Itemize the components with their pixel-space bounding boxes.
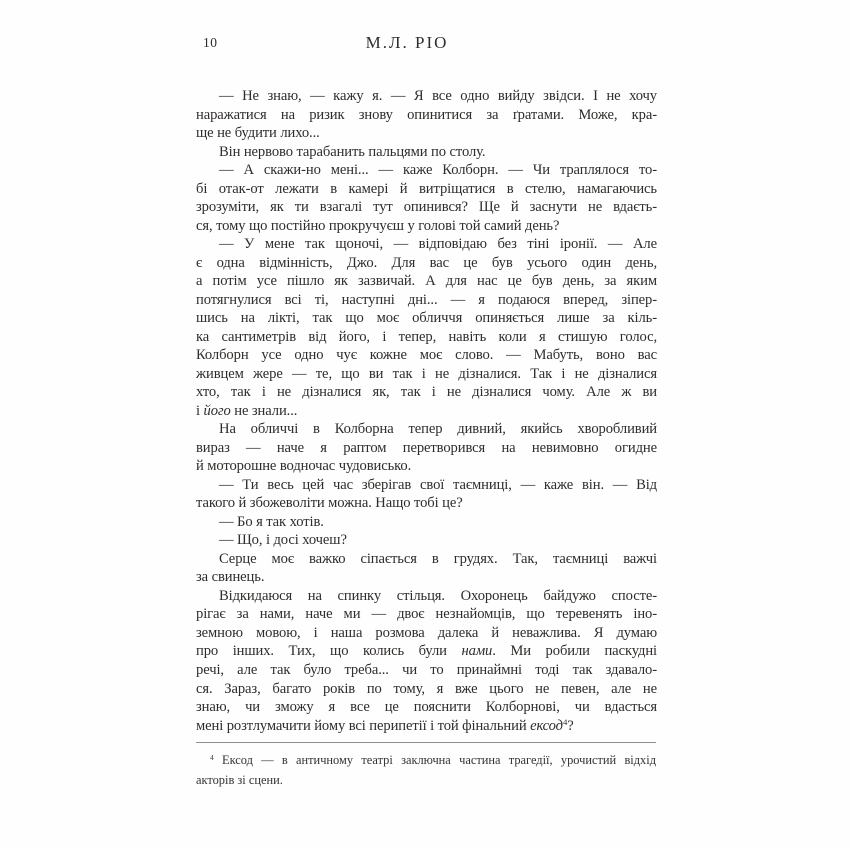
text-line [196, 124, 657, 143]
text-line [196, 420, 657, 439]
paragraph [196, 476, 657, 513]
footnote [196, 751, 656, 790]
text-line [196, 365, 657, 384]
text-run: Колборн усе одно чує кожне моє слово. — Мабуть, воно вас [196, 347, 657, 364]
text-run: а потім усе пішло як зазвичай. А для нас це був день, за яким [196, 273, 657, 290]
paragraph [196, 587, 657, 735]
paragraph [196, 143, 657, 162]
text-line [196, 513, 657, 532]
text-line [196, 605, 657, 624]
text-line [196, 476, 657, 495]
text-run: й моторошне водночас чудовисько. [196, 458, 412, 475]
text-line [196, 717, 657, 736]
text-line [196, 254, 657, 273]
text-run: — Що, і досі хочеш? [219, 532, 347, 549]
text-run: — У мене так щоночі, — відповідаю без тіні іронії. — Але [219, 236, 657, 253]
text-run: ? [567, 717, 574, 734]
text-line [196, 346, 657, 365]
text-run: вираз — наче я раптом перетворився на невимовно огидне [196, 439, 657, 456]
text-run: наражатися на ризик знову опинитися за ґратами. Може, кра- [196, 106, 657, 123]
paragraph [196, 87, 657, 143]
paragraph [196, 235, 657, 420]
paragraph [196, 531, 657, 550]
text-line [196, 87, 657, 106]
text-line [196, 106, 657, 125]
text-run: Відкидаюся на спинку стільця. Охоронець байдужо спосте- [219, 587, 657, 604]
italic-text: його [203, 402, 231, 419]
text-line [196, 550, 657, 569]
text-run: живцем жере — те, що ви так і не дізналися. Так і не дізналися [196, 365, 657, 382]
footnote-separator [196, 742, 656, 743]
text-run: На обличчі в Колборна тепер дивний, якийсь хворобливий [219, 421, 657, 438]
text-line [196, 402, 657, 421]
text-line [196, 309, 657, 328]
text-line [196, 291, 657, 310]
text-run: рігає за нами, наче ми — двоє незнайомців, що теревенять іно- [196, 606, 657, 623]
text-line [196, 771, 656, 791]
running-title: М.Л. РІО [365, 33, 449, 52]
text-run: речі, але так було треба... чи то принаймні тоді так здавало- [196, 661, 657, 678]
text-run: ка сантиметрів від його, і тепер, навіть коли я стишую голос, [196, 328, 657, 345]
text-line [196, 698, 657, 717]
text-line [196, 272, 657, 291]
text-run: — Не знаю, — кажу я. — Я все одно вийду звідси. І не хочу [219, 88, 657, 104]
italic-text: нами [461, 643, 493, 660]
text-line [196, 587, 657, 606]
text-line [196, 161, 657, 180]
body-text [196, 87, 657, 735]
text-run: — Ти весь цей час зберігав свої таємниці, — каже він. — Від [219, 476, 657, 493]
text-line [196, 383, 657, 402]
text-run: ся. Зараз, багато років по тому, я вже цього не певен, але не [196, 680, 657, 697]
text-line [196, 235, 657, 254]
text-line [196, 494, 657, 513]
text-run: ся, тому що постійно прокручуєш у голові той самий день? [196, 217, 560, 234]
text-run: — Бо я так хотів. [219, 513, 324, 530]
paragraph [196, 420, 657, 476]
text-line [196, 568, 657, 587]
text-run: зрозуміти, як ти взагалі тут опинився? Ще й заснути не вдаєть- [196, 199, 657, 216]
text-run: потягнулися всі ті, наступні дні... — я подаюся вперед, зіпер- [196, 291, 657, 308]
italic-text: ексод [530, 717, 563, 734]
text-run: земною мовою, і наша розмова далека й неважлива. Я думаю [196, 624, 657, 641]
text-run: про інших. Тих, що колись були [196, 643, 462, 660]
text-line [196, 457, 657, 476]
paragraph [196, 161, 657, 235]
footnote-marker: 4 [210, 753, 214, 763]
text-line [196, 531, 657, 550]
text-run: бі отак-от лежати в камері й витріщатися в стелю, намагаючись [196, 180, 657, 197]
paragraph [196, 513, 657, 532]
text-run: Він нервово тарабанить пальцями по столу. [219, 143, 486, 160]
text-run: — А скажи-но мені... — каже Колборн. — Чи траплялося то- [219, 162, 657, 179]
text-line [196, 642, 657, 661]
text-run: . Ми робили паскудні [492, 643, 657, 660]
text-run: шись на лікті, так що моє обличчя опиняється лише за кіль- [196, 310, 657, 327]
text-line [196, 198, 657, 217]
footnote-marker: 4 [562, 717, 568, 728]
text-line [196, 217, 657, 236]
text-line [196, 751, 656, 771]
text-run: ще не будити лихо... [196, 125, 320, 142]
text-run: є одна відмінність, Джо. Для вас це був усього один день, [196, 254, 657, 271]
text-line [196, 143, 657, 162]
text-run: знаю, чи зможу я все це пояснити Колборнові, чи вдасться [196, 699, 657, 716]
paragraph [196, 550, 657, 587]
text-run: за свинець. [196, 569, 265, 586]
text-run: такого й збожеволіти можна. Нащо тобі це? [196, 495, 463, 512]
text-run: Ексод — в античному театрі заключна частина трагедії, урочистий відхід [213, 753, 656, 767]
text-line [196, 328, 657, 347]
text-line [196, 661, 657, 680]
text-run: Серце моє важко сіпається в грудях. Так, таємниці важчі [219, 550, 657, 567]
text-line [196, 680, 657, 699]
text-run: хто, так і не дізналися як, так і не дізналися чому. Але ж ви [196, 384, 657, 401]
text-line [196, 180, 657, 199]
paragraph [196, 751, 656, 790]
text-run: і [196, 402, 204, 419]
page-header [0, 33, 814, 55]
text-run: не знали... [230, 402, 298, 419]
text-line [196, 624, 657, 643]
text-run: акторів зі сцени. [196, 772, 283, 787]
text-line [196, 439, 657, 458]
text-run: мені розтлумачити йому всі перипетії і той фінальний [196, 717, 531, 734]
page-number: 10 [203, 35, 218, 50]
